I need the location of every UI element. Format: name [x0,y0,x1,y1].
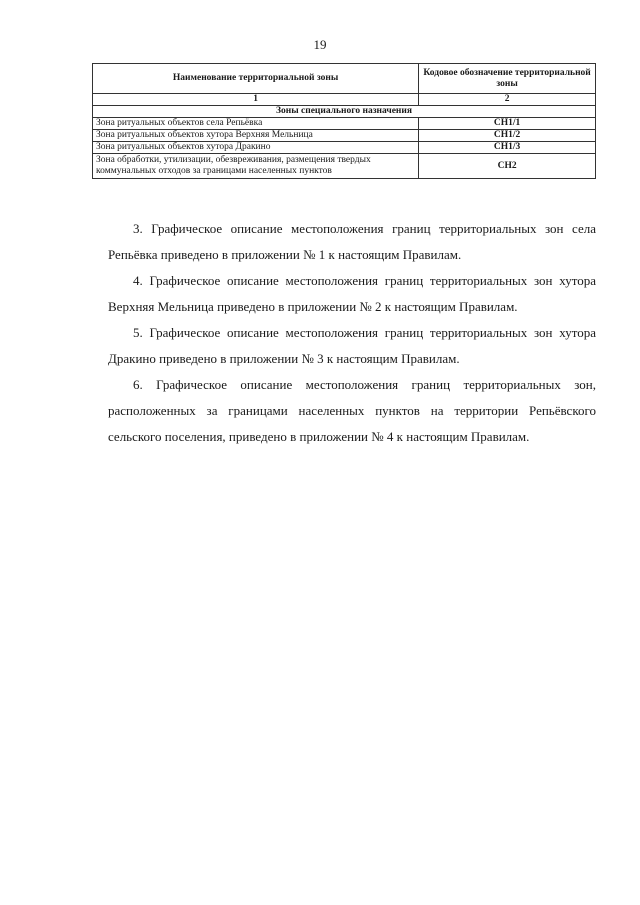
zone-code: СН1/3 [419,142,596,154]
section-row [93,106,596,118]
zone-code: СН1/1 [419,118,596,130]
column-number-row [93,94,596,106]
table-row [93,130,596,142]
paragraph: 4. Графическое описание местоположения границ территориальных зон хутора Верхняя Мельница приведено в приложении № 2 к настоящим Правилам. [108,273,596,314]
column-number-2: 2 [419,94,596,106]
zone-name: Зона ритуальных объектов хутора Верхняя Мельница [93,130,419,142]
body-text [108,216,596,450]
column-number-1: 1 [93,94,419,106]
paragraph: 5. Графическое описание местоположения границ территориальных зон хутора Дракино приведено в приложении № 3 к настоящим Правилам. [108,325,596,366]
table-row [93,118,596,130]
zone-code: СН1/2 [419,130,596,142]
table-row [93,142,596,154]
zone-code: СН2 [419,154,596,179]
section-title: Зоны специального назначения [93,106,596,118]
header-zone-name: Наименование территориальной зоны [93,64,419,94]
page-number: 19 [313,37,327,52]
paragraph: 6. Графическое описание местоположения границ территориальных зон, расположенных за границами населенных пунктов на территории Репьёвского сельского поселения, приведено в приложении № 4 к настоящим Правилам. [108,377,596,444]
header-zone-code: Кодовое обозначение территориальной зоны [419,64,596,94]
zone-name: Зона обработки, утилизации, обезвреживания, размещения твердых коммунальных отходов за границами населенных пунктов [93,154,419,179]
zone-name: Зона ритуальных объектов хутора Дракино [93,142,419,154]
table-header-row [93,64,596,94]
table-row [93,154,596,179]
territorial-zones-table [92,63,596,179]
paragraph: 3. Графическое описание местоположения границ территориальных зон села Репьёвка приведено в приложении № 1 к настоящим Правилам. [108,221,596,262]
zone-name: Зона ритуальных объектов села Репьёвка [93,118,419,130]
